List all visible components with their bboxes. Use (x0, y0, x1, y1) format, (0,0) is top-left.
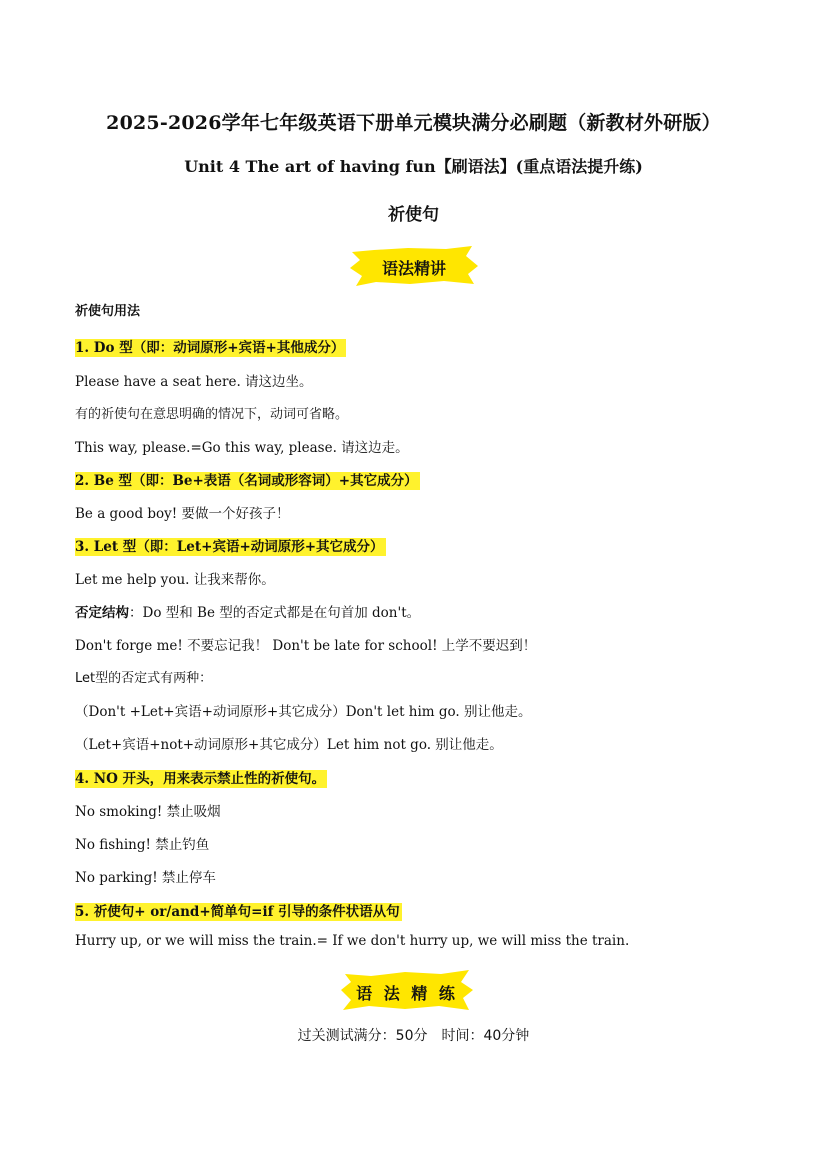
example-line: Let me help you. 让我来帮你。 (75, 572, 275, 588)
rule-heading-1 (75, 336, 346, 356)
topic-title: 祈使句 (388, 205, 439, 225)
example-line: Hurry up, or we will miss the train.= If we don't hurry up, we will miss the train. (75, 933, 630, 949)
grammar-explanation-banner (348, 244, 480, 288)
example-line: （Don't +Let+宾语+动词原形+其它成分）Don't let him go. 别让他走。 (75, 704, 532, 720)
banner-label: 语 法 精 练 (356, 984, 458, 1003)
highlighted-heading: 4. NO 开头，用来表示禁止性的祈使句。 (75, 771, 326, 787)
example-line: This way, please.=Go this way, please. 请这边走。 (75, 440, 409, 456)
test-info: 过关测试满分：50分 时间：40分钟 (297, 1028, 530, 1044)
usage-heading: 祈使句用法 (75, 304, 141, 319)
example-line: Please have a seat here. 请这边坐。 (75, 374, 313, 390)
highlighted-heading: 3. Let 型（即：Let+宾语+动词原形+其它成分） (75, 539, 384, 555)
grammar-practice-banner (339, 968, 475, 1012)
example-line: （Let+宾语+not+动词原形+其它成分）Let him not go. 别让他走。 (75, 737, 503, 753)
negation-note (75, 601, 420, 621)
highlighted-heading: 1. Do 型（即：动词原形+宾语+其他成分） (75, 340, 345, 356)
negation-label: 否定结构 (75, 605, 129, 621)
example-line: No smoking! 禁止吸烟 (75, 804, 221, 820)
rule-heading-2 (75, 469, 420, 489)
document-subtitle: Unit 4 The art of having fun【刷语法】(重点语法提升练) (184, 157, 643, 176)
note-line: Let型的否定式有两种： (75, 671, 213, 686)
example-line: No parking! 禁止停车 (75, 870, 216, 886)
highlighted-heading: 5. 祈使句+ or/and+简单句=if 引导的条件状语从句 (75, 904, 400, 920)
rule-heading-3 (75, 535, 386, 555)
example-line: No fishing! 禁止钓鱼 (75, 837, 210, 853)
highlighted-heading: 2. Be 型（即：Be+表语（名词或形容词）+其它成分） (75, 473, 418, 489)
rule-heading-5 (75, 900, 402, 920)
note-line: 有的祈使句在意思明确的情况下，动词可省略。 (75, 407, 349, 422)
document-title: 2025-2026学年七年级英语下册单元模块满分必刷题（新教材外研版） (106, 112, 721, 134)
negation-text: ：Do 型和 Be 型的否定式都是在句首加 don't。 (129, 605, 421, 621)
banner-label: 语法精讲 (381, 259, 446, 278)
example-line: Don't forge me! 不要忘记我！ Don't be late for school! 上学不要迟到！ (75, 638, 537, 654)
rule-heading-4 (75, 767, 327, 787)
example-line: Be a good boy! 要做一个好孩子！ (75, 506, 290, 522)
